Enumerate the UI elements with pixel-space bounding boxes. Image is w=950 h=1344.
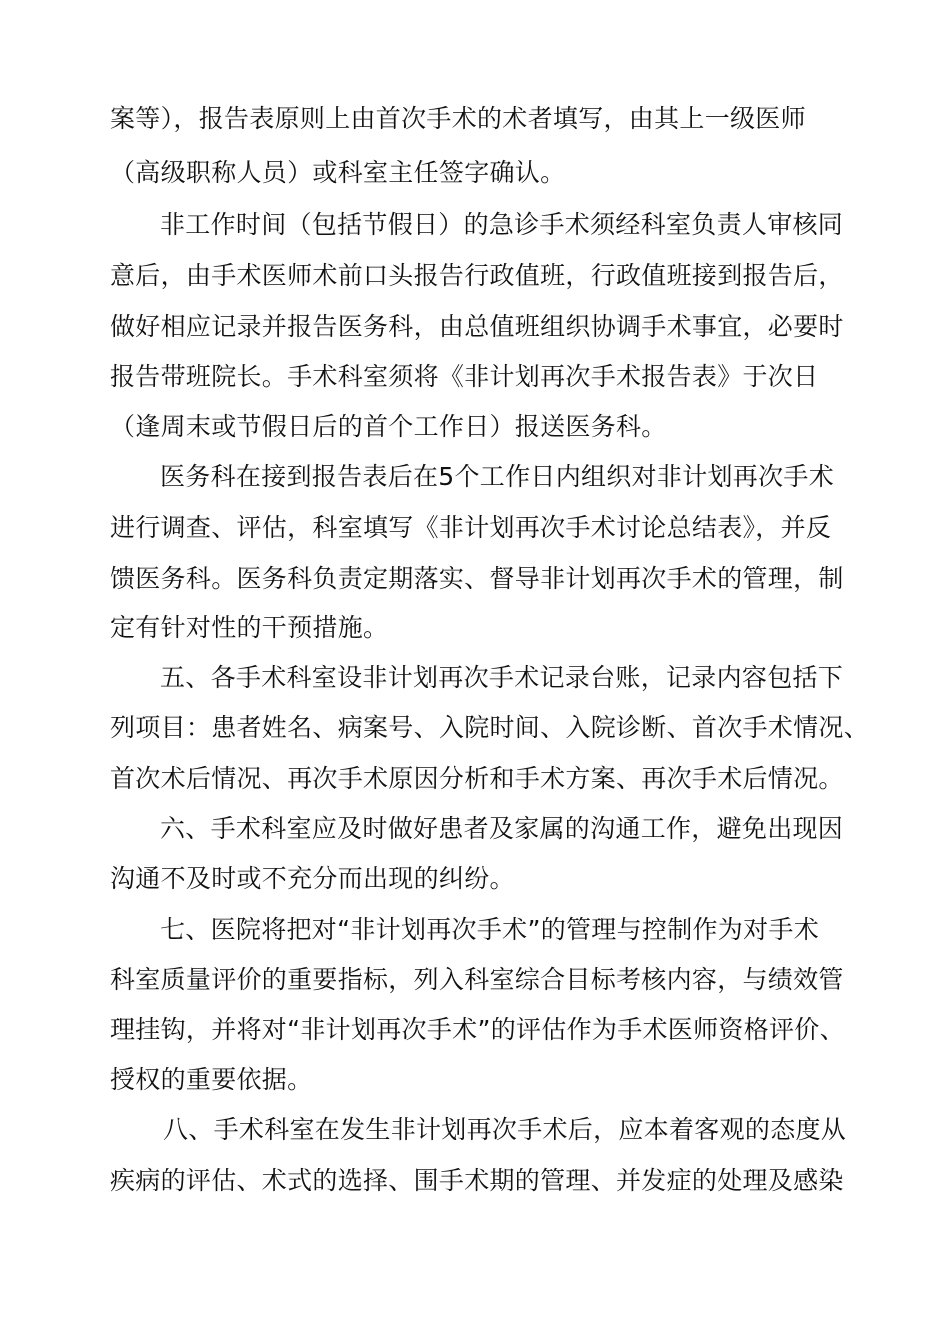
text-line-5: 做好相应记录并报告医务科，由总值班组织协调手术事宜，必要时: [110, 312, 844, 341]
text-line-11: 定有针对性的干预措施。: [110, 613, 389, 642]
text-line-4: 意后，由手术医师术前口头报告行政值班，行政值班接到报告后，: [110, 261, 844, 290]
text-line-8: 医务科在接到报告表后在5个工作日内组织对非计划再次手术: [160, 462, 835, 491]
text-line-16: 沟通不及时或不充分而出现的纠纷。: [110, 864, 515, 893]
text-line-1: 案等），报告表原则上由首次手术的术者填写，由其上一级医师: [110, 104, 806, 133]
text-line-12: 五、各手术科室设非计划再次手术记录台账，记录内容包括下: [160, 663, 844, 692]
text-line-14: 首次术后情况、再次手术原因分析和手术方案、再次手术后情况。: [110, 764, 844, 793]
text-line-18: 科室质量评价的重要指标，列入科室综合目标考核内容，与绩效管: [110, 965, 844, 994]
text-line-13: 列项目：患者姓名、病案号、入院时间、入院诊断、首次手术情况、: [110, 713, 870, 742]
text-line-10: 馈医务科。医务科负责定期落实、督导非计划再次手术的管理，制: [110, 564, 844, 593]
text-line-21: 八、手术科室在发生非计划再次手术后，应本着客观的态度从: [163, 1115, 847, 1144]
text-line-2: （高级职称人员）或科室主任签字确认。: [110, 158, 566, 187]
text-line-19: 理挂钩，并将对“非计划再次手术”的评估作为手术医师资格评价、: [110, 1015, 845, 1044]
text-line-20: 授权的重要依据。: [110, 1065, 313, 1094]
text-line-7: （逢周末或节假日后的首个工作日）报送医务科。: [110, 412, 667, 441]
text-line-6: 报告带班院长。手术科室须将《非计划再次手术报告表》于次日: [110, 362, 819, 391]
text-line-9: 进行调查、评估，科室填写《非计划再次手术讨论总结表》，并反: [110, 513, 832, 542]
text-line-22: 疾病的评估、术式的选择、围手术期的管理、并发症的处理及感染: [110, 1166, 844, 1195]
text-line-15: 六、手术科室应及时做好患者及家属的沟通工作，避免出现因: [160, 814, 844, 843]
text-line-3: 非工作时间（包括节假日）的急诊手术须经科室负责人审核同: [160, 210, 844, 239]
text-line-17: 七、医院将把对“非计划再次手术”的管理与控制作为对手术: [160, 915, 820, 944]
